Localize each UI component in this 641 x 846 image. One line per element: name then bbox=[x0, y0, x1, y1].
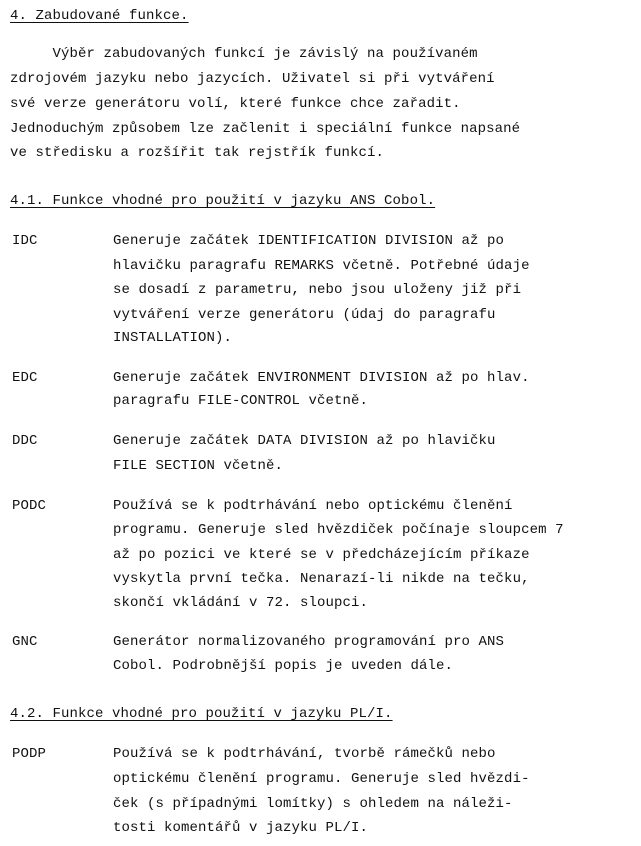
function-desc-line: FILE SECTION včetně. bbox=[113, 458, 284, 474]
function-desc-line: INSTALLATION). bbox=[113, 330, 233, 346]
intro-line: ve středisku a rozšířit tak rejstřík funkcí. bbox=[10, 145, 385, 161]
function-desc-line: tosti komentářů v jazyku PL/I. bbox=[113, 820, 369, 836]
function-code-edc: EDC bbox=[12, 370, 38, 386]
function-desc-line: Generátor normalizovaného programování pro ANS bbox=[113, 634, 505, 650]
function-code-podc: PODC bbox=[12, 498, 47, 514]
intro-line: Jednoduchým způsobem lze začlenit i speciální funkce napsané bbox=[10, 121, 521, 137]
intro-line: Výběr zabudovaných funkcí je závislý na používaném bbox=[10, 46, 478, 62]
function-code-podp: PODP bbox=[12, 746, 47, 762]
function-desc-line: Generuje začátek IDENTIFICATION DIVISION až po bbox=[113, 233, 505, 249]
section-4-heading: 4. Zabudované funkce. bbox=[10, 8, 189, 24]
function-desc-line: paragrafu FILE-CONTROL včetně. bbox=[113, 393, 369, 409]
intro-line: zdrojovém jazyku nebo jazycích. Uživatel si při vytváření bbox=[10, 71, 495, 87]
function-desc-line: vytváření verze generátoru (údaj do paragrafu bbox=[113, 307, 496, 323]
function-desc-line: Používá se k podtrhávání, tvorbě rámečků nebo bbox=[113, 746, 496, 762]
intro-line: své verze generátoru volí, které funkce chce zařadit. bbox=[10, 96, 461, 112]
section-4-1-heading: 4.1. Funkce vhodné pro použití v jazyku ANS Cobol. bbox=[10, 193, 436, 209]
section-4-2-heading: 4.2. Funkce vhodné pro použití v jazyku PL/I. bbox=[10, 706, 393, 722]
function-code-gnc: GNC bbox=[12, 634, 38, 650]
function-desc-line: programu. Generuje sled hvězdiček počínaje sloupcem 7 bbox=[113, 522, 564, 538]
function-desc-line: Generuje začátek ENVIRONMENT DIVISION až po hlav. bbox=[113, 370, 530, 386]
function-desc-line: Používá se k podtrhávání nebo optickému členění bbox=[113, 498, 513, 514]
function-code-idc: IDC bbox=[12, 233, 38, 249]
function-desc-line: optickému členění programu. Generuje sled hvězdi- bbox=[113, 771, 530, 787]
function-desc-line: se dosadí z parametru, nebo jsou uloženy již při bbox=[113, 282, 522, 298]
function-code-ddc: DDC bbox=[12, 433, 38, 449]
function-desc-line: Generuje začátek DATA DIVISION až po hlavičku bbox=[113, 433, 496, 449]
function-desc-line: skončí vkládání v 72. sloupci. bbox=[113, 595, 369, 611]
function-desc-line: vyskytla první tečka. Nenarazí-li nikde na tečku, bbox=[113, 571, 530, 587]
function-desc-line: ček (s případnými lomítky) s ohledem na náleži- bbox=[113, 796, 513, 812]
function-desc-line: Cobol. Podrobnější popis je uveden dále. bbox=[113, 658, 454, 674]
function-desc-line: až po pozici ve které se v předcházejícím příkaze bbox=[113, 547, 530, 563]
function-desc-line: hlavičku paragrafu REMARKS včetně. Potřebné údaje bbox=[113, 258, 530, 274]
